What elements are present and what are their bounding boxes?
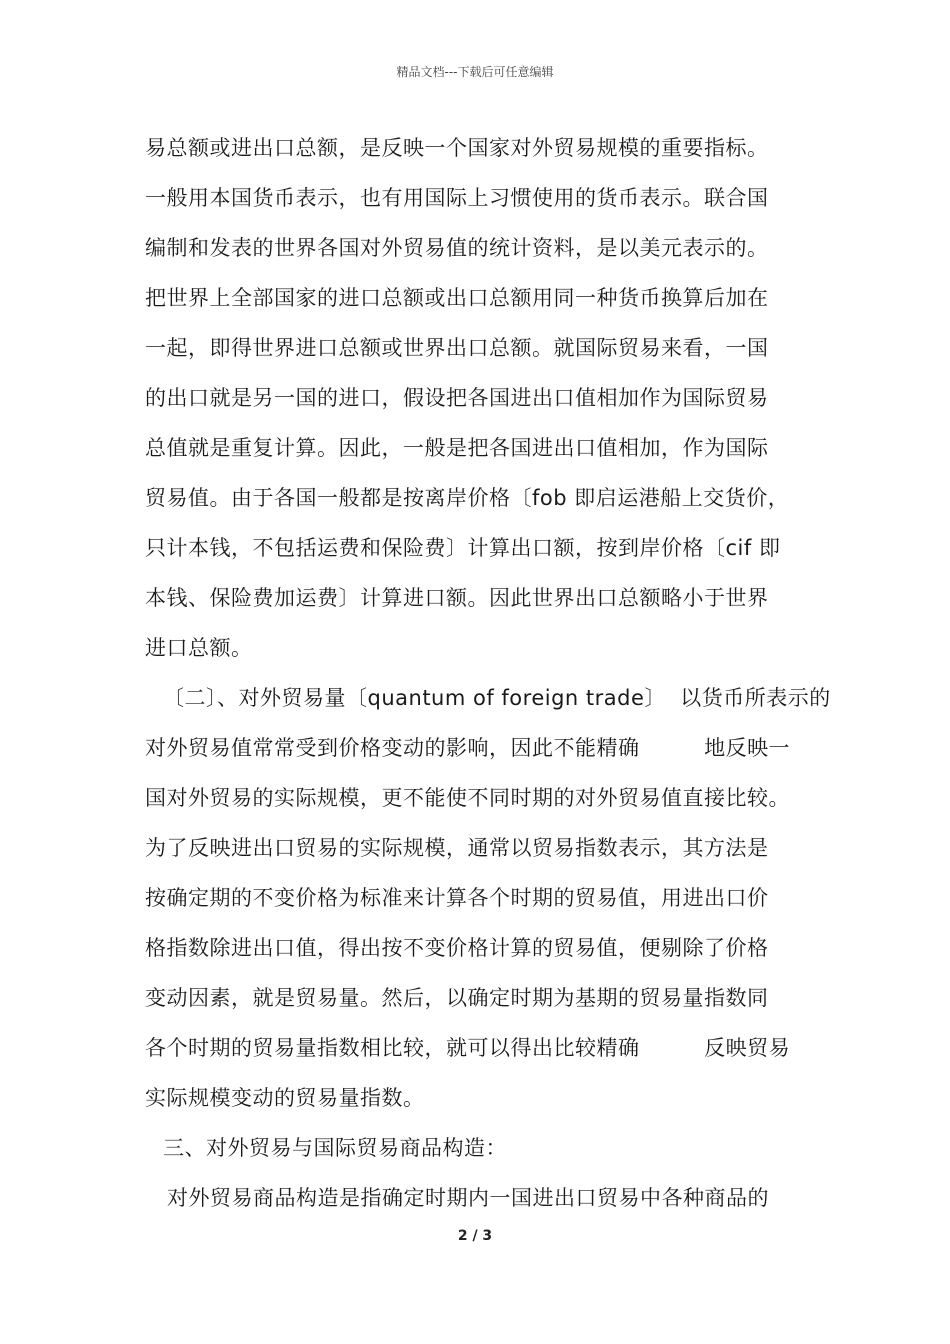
page-number: 2 / 3 xyxy=(457,1228,493,1244)
paragraph-line: 只计本钱，不包括运费和保险费〕计算出口额，按到岸价格〔cif 即 xyxy=(145,536,781,560)
paragraph-line: 一起，即得世界进口总额或世界出口总额。就国际贸易来看，一国 xyxy=(145,336,769,360)
paragraph-line: 对外贸易商品构造是指确定时期内一国进出口贸易中各种商品的 xyxy=(167,1186,769,1210)
paragraph-line: 总值就是重复计算。因此，一般是把各国进出口值相加，作为国际 xyxy=(145,436,769,460)
paragraph-line: 按确定期的不变价格为标准来计算各个时期的贸易值，用进出口价 xyxy=(145,886,769,910)
paragraph-line: 编制和发表的世界各国对外贸易值的统计资料，是以美元表示的。 xyxy=(145,236,769,260)
paragraph-line: 变动因素，就是贸易量。然后，以确定时期为基期的贸易量指数同 xyxy=(145,986,769,1010)
paragraph-line: 的出口就是另一国的进口，假设把各国进出口值相加作为国际贸易 xyxy=(145,386,769,410)
paragraph-line: 进口总额。 xyxy=(145,636,253,660)
paragraph-line: 为了反映进出口贸易的实际规模，通常以贸易指数表示，其方法是 xyxy=(145,836,769,860)
paragraph-line: 对外贸易值常常受到价格变动的影响，因此不能精确 地反映一 xyxy=(145,736,791,760)
page-header: 精品文档---下载后可任意编辑 xyxy=(396,65,554,79)
paragraph-line: 贸易值。由于各国一般都是按离岸价格〔fob 即启运港船上交货价， xyxy=(145,486,790,510)
paragraph-line: 本钱、保险费加运费〕计算进口额。因此世界出口总额略小于世界 xyxy=(145,586,769,610)
paragraph-line: 易总额或进出口总额，是反映一个国家对外贸易规模的重要指标。 xyxy=(145,136,769,160)
paragraph-line: 各个时期的贸易量指数相比较，就可以得出比较精确 反映贸易 xyxy=(145,1036,791,1060)
paragraph-line: 国对外贸易的实际规模，更不能使不同时期的对外贸易值直接比较。 xyxy=(145,786,790,810)
paragraph-line: 实际规模变动的贸易量指数。 xyxy=(145,1086,425,1110)
paragraph-line: 格指数除进出口值，得出按不变价格计算的贸易值，便剔除了价格 xyxy=(145,936,769,960)
section-heading-line: 〔二〕、对外贸易量〔quantum of foreign trade〕 以货币所表示的 xyxy=(163,686,831,710)
paragraph-line: 一般用本国货币表示，也有用国际上习惯使用的货币表示。联合国 xyxy=(145,186,769,210)
section-heading: 三、对外贸易与国际贸易商品构造： xyxy=(163,1136,507,1160)
document-body xyxy=(145,123,831,1223)
paragraph-line: 把世界上全部国家的进口总额或出口总额用同一种货币换算后加在 xyxy=(145,286,769,310)
